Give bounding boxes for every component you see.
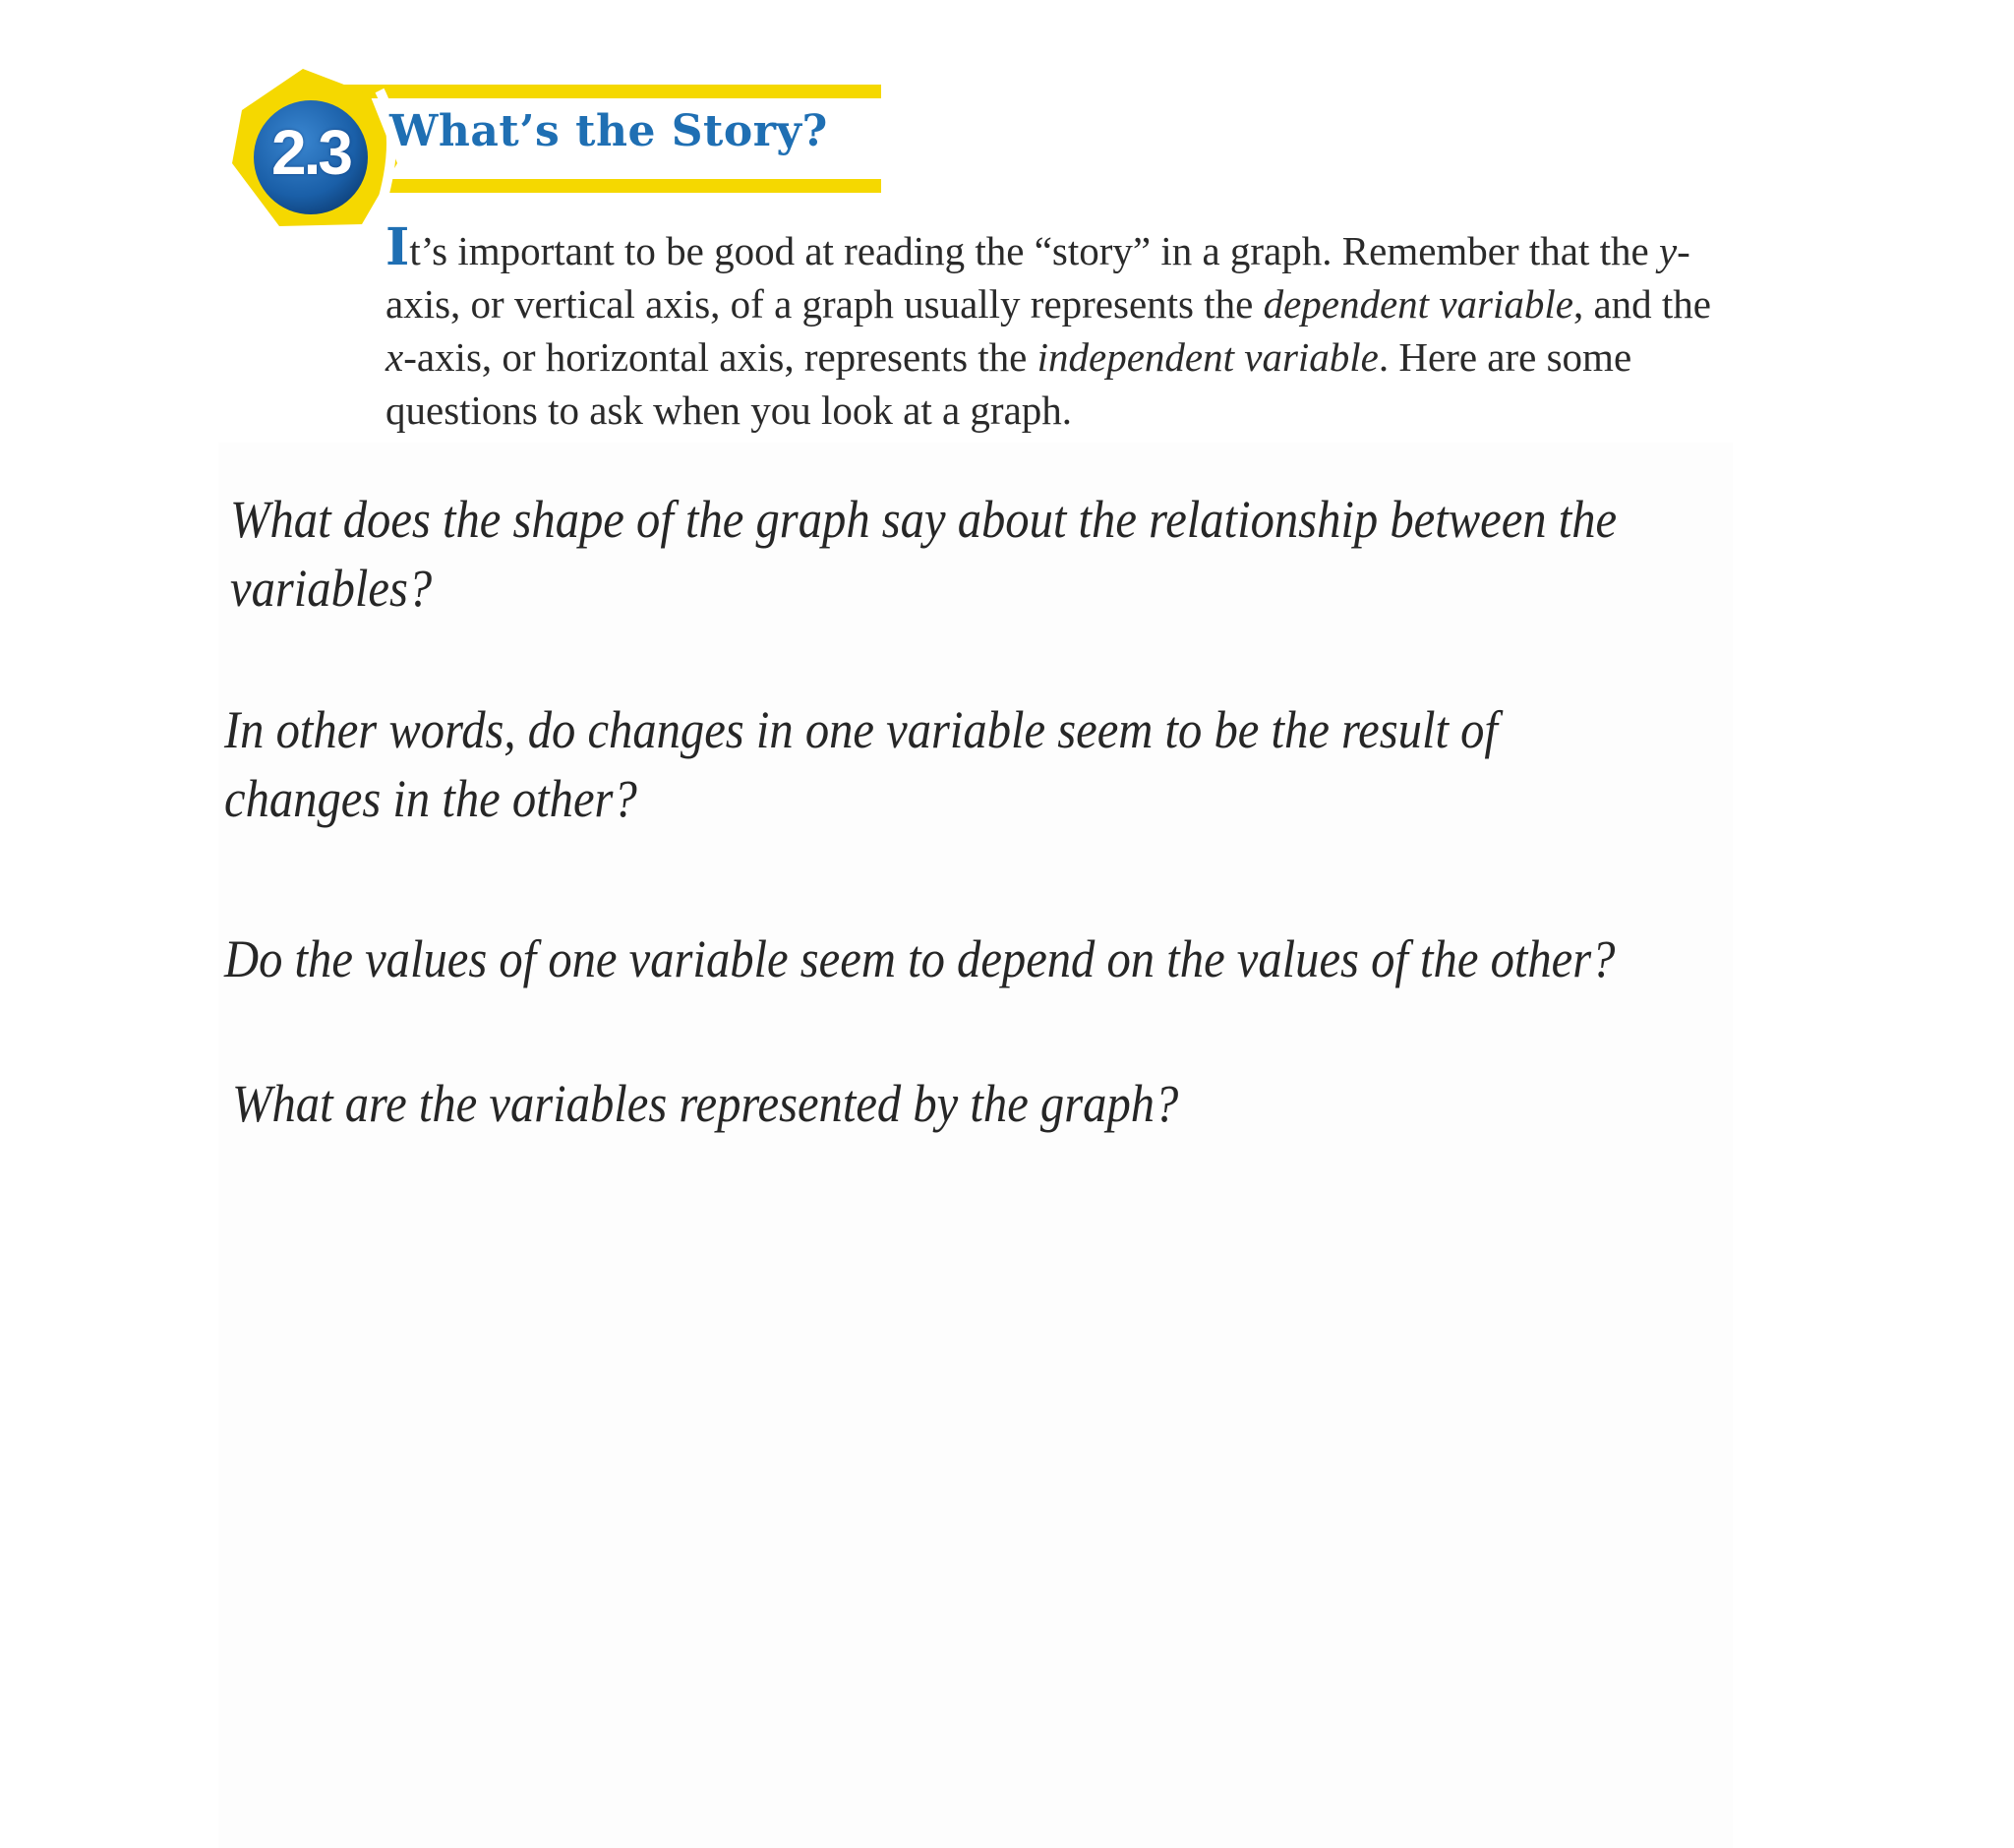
dependent-variable-term: dependent variable — [1263, 281, 1573, 327]
y-variable: y — [1658, 228, 1678, 273]
banner-top-bar — [326, 85, 881, 98]
banner-bottom-bar — [326, 179, 881, 193]
question-values-depend: Do the values of one variable seem to depend on the values of the other? — [224, 929, 1616, 988]
question-shape-relationship: What does the shape of the graph say about the relationship between the variables? — [230, 490, 1618, 618]
question-changes-result: In other words, do changes in one variable seem to be the result of changes in the other? — [224, 700, 1498, 828]
x-variable: x — [385, 334, 404, 380]
intro-text-2: -axis, or vertical axis, of a graph usually represents the — [385, 228, 1690, 327]
intro-paragraph — [385, 217, 1743, 437]
question-variables-represented: What are the variables represented by the graph? — [232, 1074, 1179, 1133]
section-number: 2.3 — [271, 117, 350, 188]
section-title: What’s the Story? — [389, 106, 828, 156]
intro-text-1: t’s important to be good at reading the “story” in a graph. Remember that the — [409, 228, 1659, 273]
intro-text-5: . Here are some questions to ask when you look at a graph. — [385, 334, 1632, 433]
intro-text-4: -axis, or horizontal axis, represents the — [403, 334, 1037, 380]
page-background — [218, 443, 1733, 1848]
independent-variable-term: independent variable — [1037, 334, 1379, 380]
section-header — [232, 69, 881, 232]
intro-text-3: , and the — [1572, 281, 1712, 327]
drop-cap: I — [385, 217, 410, 277]
